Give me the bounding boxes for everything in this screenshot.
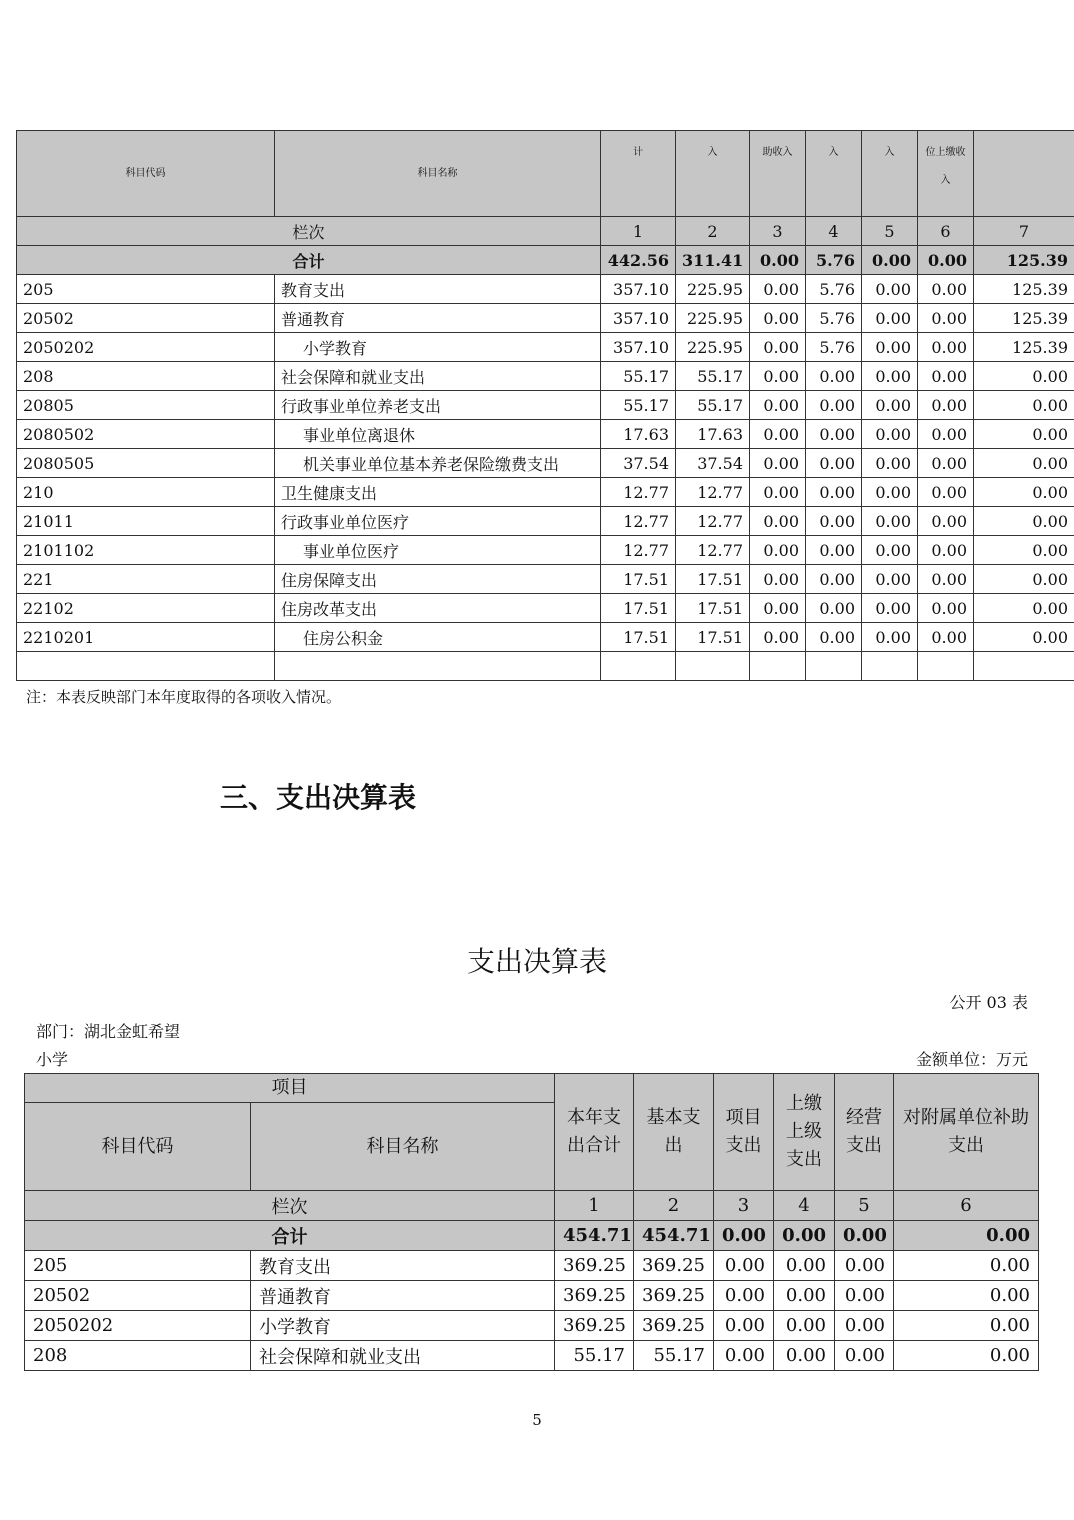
amount-cell: 55.17 — [634, 1341, 714, 1371]
amount-cell: 369.25 — [555, 1281, 634, 1311]
amount-cell: 0.00 — [862, 304, 918, 333]
amount-cell: 369.25 — [634, 1281, 714, 1311]
subject-name: 小学教育 — [275, 333, 601, 362]
expense-header-col: 经营支出 — [835, 1074, 894, 1191]
income-lanci-row — [17, 217, 1074, 246]
income-lanci-cell: 3 — [750, 217, 806, 246]
amount-cell: 0.00 — [862, 333, 918, 362]
expense-total-cell: 0.00 — [894, 1221, 1039, 1251]
expense-header-col: 基本支出 — [634, 1074, 714, 1191]
table-row — [17, 478, 1074, 507]
amount-cell: 0.00 — [806, 536, 862, 565]
amount-cell: 55.17 — [555, 1341, 634, 1371]
empty-cell — [676, 652, 750, 681]
amount-cell: 0.00 — [774, 1281, 835, 1311]
table-row — [17, 565, 1074, 594]
amount-cell: 0.00 — [750, 565, 806, 594]
income-total-cell: 0.00 — [918, 246, 974, 275]
income-lanci-label: 栏次 — [17, 217, 601, 246]
subject-name: 住房公积金 — [275, 623, 601, 652]
amount-cell: 0.00 — [806, 391, 862, 420]
subject-code: 2080502 — [17, 420, 275, 449]
amount-cell: 369.25 — [634, 1251, 714, 1281]
amount-cell: 0.00 — [894, 1251, 1039, 1281]
amount-cell: 0.00 — [750, 275, 806, 304]
income-table — [16, 130, 1074, 681]
amount-cell: 225.95 — [676, 333, 750, 362]
subject-name: 住房改革支出 — [275, 594, 601, 623]
amount-cell: 0.00 — [750, 449, 806, 478]
amount-cell: 17.51 — [601, 565, 676, 594]
amount-cell: 0.00 — [806, 420, 862, 449]
amount-cell: 0.00 — [714, 1281, 774, 1311]
income-total-cell: 0.00 — [862, 246, 918, 275]
expense-table-title: 支出决算表 — [466, 945, 607, 978]
amount-cell: 0.00 — [918, 623, 974, 652]
amount-cell: 357.10 — [601, 275, 676, 304]
expense-lanci-cell: 1 — [555, 1191, 634, 1221]
subject-name: 行政事业单位养老支出 — [275, 391, 601, 420]
amount-cell: 369.25 — [634, 1311, 714, 1341]
amount-cell: 125.39 — [974, 275, 1074, 304]
table-row — [17, 420, 1074, 449]
subject-name: 事业单位医疗 — [275, 536, 601, 565]
subject-code: 205 — [25, 1251, 251, 1281]
empty-cell — [275, 652, 601, 681]
amount-cell: 0.00 — [974, 507, 1074, 536]
amount-cell: 0.00 — [806, 478, 862, 507]
expense-lanci-cell: 5 — [835, 1191, 894, 1221]
income-header-col: 入 — [806, 131, 862, 217]
amount-cell: 0.00 — [835, 1311, 894, 1341]
amount-cell: 0.00 — [974, 536, 1074, 565]
expense-total-cell: 0.00 — [835, 1221, 894, 1251]
amount-cell: 0.00 — [918, 507, 974, 536]
expense-lanci-cell: 2 — [634, 1191, 714, 1221]
income-total-cell: 442.56 — [601, 246, 676, 275]
expense-total-row — [25, 1221, 1039, 1251]
amount-cell: 357.10 — [601, 304, 676, 333]
subject-name: 教育支出 — [251, 1251, 555, 1281]
amount-cell: 37.54 — [676, 449, 750, 478]
table-row — [17, 362, 1074, 391]
amount-cell: 225.95 — [676, 275, 750, 304]
income-lanci-cell: 7 — [974, 217, 1074, 246]
amount-cell: 0.00 — [750, 333, 806, 362]
income-table-note: 注：本表反映部门本年度取得的各项收入情况。 — [26, 688, 342, 706]
amount-cell: 0.00 — [918, 565, 974, 594]
empty-cell — [806, 652, 862, 681]
table-row — [17, 507, 1074, 536]
empty-row — [17, 652, 1074, 681]
amount-cell: 0.00 — [894, 1341, 1039, 1371]
subject-name: 社会保障和就业支出 — [251, 1341, 555, 1371]
expense-lanci-label: 栏次 — [25, 1191, 555, 1221]
income-header-name: 科目名称 — [275, 131, 601, 217]
income-lanci-cell: 5 — [862, 217, 918, 246]
amount-cell: 0.00 — [806, 594, 862, 623]
amount-cell: 12.77 — [601, 478, 676, 507]
amount-cell: 0.00 — [918, 449, 974, 478]
expense-header-name: 科目名称 — [251, 1103, 555, 1191]
subject-name: 普通教育 — [275, 304, 601, 333]
subject-code: 2050202 — [25, 1311, 251, 1341]
amount-cell: 55.17 — [601, 391, 676, 420]
subject-name: 小学教育 — [251, 1311, 555, 1341]
amount-unit: 金额单位：万元 — [915, 1050, 1028, 1069]
subject-name: 卫生健康支出 — [275, 478, 601, 507]
expense-total-label: 合计 — [25, 1221, 555, 1251]
expense-lanci-cell: 4 — [774, 1191, 835, 1221]
amount-cell: 0.00 — [918, 420, 974, 449]
income-header-col: 位上缴收入 — [918, 131, 974, 217]
table-row — [17, 536, 1074, 565]
amount-cell: 55.17 — [601, 362, 676, 391]
amount-cell: 225.95 — [676, 304, 750, 333]
amount-cell: 125.39 — [974, 333, 1074, 362]
amount-cell: 0.00 — [806, 362, 862, 391]
amount-cell: 12.77 — [601, 507, 676, 536]
expense-header-col: 上缴上级支出 — [774, 1074, 835, 1191]
amount-cell: 0.00 — [774, 1341, 835, 1371]
table-row — [17, 304, 1074, 333]
amount-cell: 0.00 — [974, 478, 1074, 507]
amount-cell: 0.00 — [918, 391, 974, 420]
amount-cell: 12.77 — [676, 478, 750, 507]
expense-total-cell: 0.00 — [714, 1221, 774, 1251]
expense-header-col: 对附属单位补助支出 — [894, 1074, 1039, 1191]
amount-cell: 37.54 — [601, 449, 676, 478]
subject-name: 机关事业单位基本养老保险缴费支出 — [275, 449, 601, 478]
amount-cell: 0.00 — [862, 623, 918, 652]
expense-table — [24, 1073, 1039, 1371]
income-lanci-cell: 6 — [918, 217, 974, 246]
subject-code: 221 — [17, 565, 275, 594]
amount-cell: 0.00 — [835, 1341, 894, 1371]
empty-cell — [918, 652, 974, 681]
empty-cell — [974, 652, 1074, 681]
amount-cell: 0.00 — [750, 507, 806, 536]
amount-cell: 0.00 — [862, 449, 918, 478]
amount-cell: 369.25 — [555, 1311, 634, 1341]
amount-cell: 0.00 — [750, 304, 806, 333]
amount-cell: 0.00 — [918, 594, 974, 623]
page-number: 5 — [532, 1411, 542, 1429]
amount-cell: 0.00 — [750, 362, 806, 391]
subject-code: 2210201 — [17, 623, 275, 652]
section-title: 三、支出决算表 — [220, 781, 417, 814]
amount-cell: 12.77 — [676, 507, 750, 536]
amount-cell: 0.00 — [894, 1281, 1039, 1311]
amount-cell: 0.00 — [714, 1311, 774, 1341]
amount-cell: 17.63 — [601, 420, 676, 449]
amount-cell: 0.00 — [714, 1251, 774, 1281]
income-total-label: 合计 — [17, 246, 601, 275]
department-label: 部门：湖北金虹希望 — [36, 1022, 181, 1041]
subject-code: 22102 — [17, 594, 275, 623]
amount-cell: 125.39 — [974, 304, 1074, 333]
amount-cell: 0.00 — [862, 478, 918, 507]
subject-name: 事业单位离退休 — [275, 420, 601, 449]
amount-cell: 0.00 — [862, 594, 918, 623]
expense-lanci-cell: 6 — [894, 1191, 1039, 1221]
expense-total-cell: 454.71 — [634, 1221, 714, 1251]
income-header-col: 计 — [601, 131, 676, 217]
amount-cell: 17.51 — [601, 594, 676, 623]
empty-cell — [17, 652, 275, 681]
expense-header-row — [25, 1074, 1039, 1103]
subject-code: 20502 — [17, 304, 275, 333]
amount-cell: 5.76 — [806, 275, 862, 304]
amount-cell: 17.51 — [601, 623, 676, 652]
subject-code: 205 — [17, 275, 275, 304]
amount-cell: 5.76 — [806, 304, 862, 333]
amount-cell: 0.00 — [862, 391, 918, 420]
income-header-code: 科目代码 — [17, 131, 275, 217]
amount-cell: 0.00 — [750, 478, 806, 507]
expense-header-code: 科目代码 — [25, 1103, 251, 1191]
amount-cell: 357.10 — [601, 333, 676, 362]
amount-cell: 0.00 — [862, 362, 918, 391]
amount-cell: 0.00 — [750, 391, 806, 420]
expense-header-col: 本年支出合计 — [555, 1074, 634, 1191]
empty-cell — [750, 652, 806, 681]
amount-cell: 0.00 — [974, 594, 1074, 623]
subject-code: 208 — [17, 362, 275, 391]
income-total-cell: 5.76 — [806, 246, 862, 275]
amount-cell: 0.00 — [918, 536, 974, 565]
subject-name: 普通教育 — [251, 1281, 555, 1311]
department-label-cont: 小学 — [36, 1050, 69, 1069]
amount-cell: 12.77 — [601, 536, 676, 565]
income-lanci-cell: 2 — [676, 217, 750, 246]
amount-cell: 0.00 — [918, 478, 974, 507]
table-row — [25, 1341, 1039, 1371]
table-row — [25, 1281, 1039, 1311]
income-total-cell: 0.00 — [750, 246, 806, 275]
subject-code: 21011 — [17, 507, 275, 536]
amount-cell: 5.76 — [806, 333, 862, 362]
amount-cell: 0.00 — [806, 565, 862, 594]
amount-cell: 0.00 — [835, 1251, 894, 1281]
amount-cell: 0.00 — [750, 536, 806, 565]
amount-cell: 0.00 — [774, 1251, 835, 1281]
amount-cell: 0.00 — [918, 275, 974, 304]
subject-code: 2080505 — [17, 449, 275, 478]
expense-total-cell: 0.00 — [774, 1221, 835, 1251]
amount-cell: 55.17 — [676, 391, 750, 420]
amount-cell: 0.00 — [774, 1311, 835, 1341]
expense-header-col: 项目支出 — [714, 1074, 774, 1191]
subject-name: 住房保障支出 — [275, 565, 601, 594]
subject-code: 20502 — [25, 1281, 251, 1311]
amount-cell: 0.00 — [974, 449, 1074, 478]
income-total-cell: 125.39 — [974, 246, 1074, 275]
subject-code: 208 — [25, 1341, 251, 1371]
amount-cell: 0.00 — [806, 449, 862, 478]
subject-name: 行政事业单位医疗 — [275, 507, 601, 536]
income-header-col: 助收入 — [750, 131, 806, 217]
table-row — [17, 623, 1074, 652]
table-row — [17, 449, 1074, 478]
amount-cell: 55.17 — [676, 362, 750, 391]
amount-cell: 0.00 — [862, 507, 918, 536]
subject-code: 20805 — [17, 391, 275, 420]
form-code: 公开 03 表 — [949, 993, 1028, 1012]
amount-cell: 12.77 — [676, 536, 750, 565]
amount-cell: 0.00 — [835, 1281, 894, 1311]
amount-cell: 0.00 — [806, 623, 862, 652]
expense-total-cell: 454.71 — [555, 1221, 634, 1251]
amount-cell: 0.00 — [918, 304, 974, 333]
table-row — [17, 594, 1074, 623]
amount-cell: 0.00 — [862, 536, 918, 565]
table-row — [17, 275, 1074, 304]
amount-cell: 0.00 — [974, 565, 1074, 594]
amount-cell: 17.63 — [676, 420, 750, 449]
income-header-row — [17, 131, 1074, 217]
amount-cell: 0.00 — [862, 275, 918, 304]
amount-cell: 0.00 — [974, 420, 1074, 449]
amount-cell: 0.00 — [974, 391, 1074, 420]
table-row — [25, 1251, 1039, 1281]
amount-cell: 17.51 — [676, 594, 750, 623]
empty-cell — [862, 652, 918, 681]
expense-lanci-cell: 3 — [714, 1191, 774, 1221]
income-total-row — [17, 246, 1074, 275]
income-lanci-cell: 1 — [601, 217, 676, 246]
expense-lanci-row — [25, 1191, 1039, 1221]
income-total-cell: 311.41 — [676, 246, 750, 275]
amount-cell: 0.00 — [918, 333, 974, 362]
amount-cell: 0.00 — [714, 1341, 774, 1371]
table-row — [25, 1311, 1039, 1341]
subject-name: 社会保障和就业支出 — [275, 362, 601, 391]
amount-cell: 17.51 — [676, 565, 750, 594]
subject-code: 210 — [17, 478, 275, 507]
amount-cell: 369.25 — [555, 1251, 634, 1281]
amount-cell: 0.00 — [974, 362, 1074, 391]
subject-code: 2101102 — [17, 536, 275, 565]
amount-cell: 0.00 — [974, 623, 1074, 652]
income-header-col: 入 — [676, 131, 750, 217]
income-header-col: 入 — [862, 131, 918, 217]
amount-cell: 0.00 — [894, 1311, 1039, 1341]
amount-cell: 0.00 — [862, 420, 918, 449]
amount-cell: 0.00 — [750, 420, 806, 449]
amount-cell: 0.00 — [750, 623, 806, 652]
amount-cell: 0.00 — [862, 565, 918, 594]
empty-cell — [601, 652, 676, 681]
table-row — [17, 333, 1074, 362]
table-row — [17, 391, 1074, 420]
amount-cell: 17.51 — [676, 623, 750, 652]
income-lanci-cell: 4 — [806, 217, 862, 246]
income-header-col — [974, 131, 1074, 217]
amount-cell: 0.00 — [750, 594, 806, 623]
subject-code: 2050202 — [17, 333, 275, 362]
amount-cell: 0.00 — [806, 507, 862, 536]
expense-header-item: 项目 — [25, 1074, 555, 1103]
amount-cell: 0.00 — [918, 362, 974, 391]
subject-name: 教育支出 — [275, 275, 601, 304]
